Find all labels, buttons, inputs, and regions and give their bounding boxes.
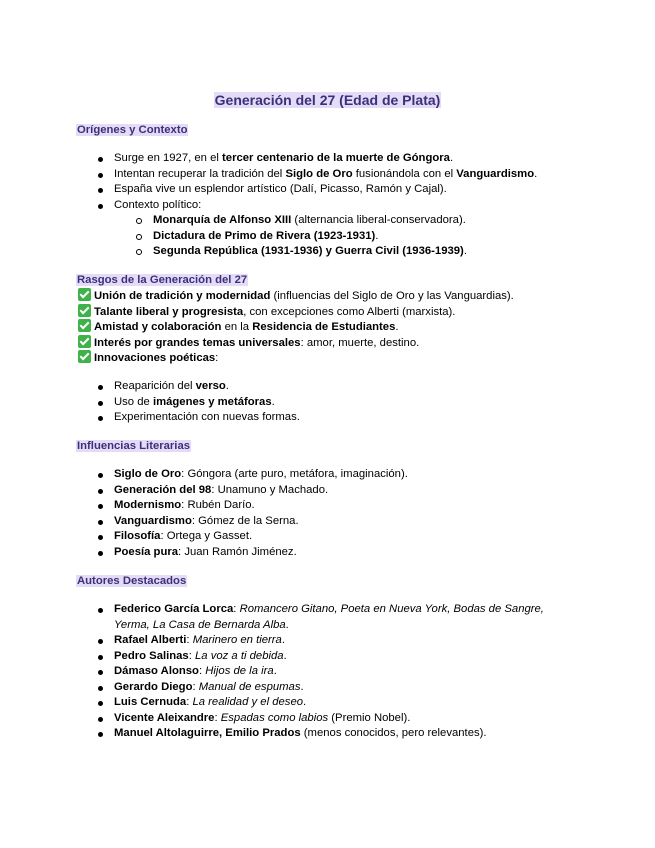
title-text: Generación del 27 (Edad de Plata) — [214, 92, 441, 108]
list-item: Pedro Salinas: La voz a ti debida. — [114, 649, 574, 665]
list-item: Segunda República (1931-1936) y Guerra Civil (1936-1939). — [153, 244, 467, 260]
list-item: Talante liberal y progresista, con excepciones como Alberti (marxista). — [78, 304, 514, 320]
list-item: Gerardo Diego: Manual de espumas. — [114, 680, 574, 696]
innovaciones-list — [114, 379, 300, 426]
list-item: Poesía pura: Juan Ramón Jiménez. — [114, 545, 408, 561]
list-item: Contexto político: — [114, 198, 537, 214]
contexto-politico-list — [153, 213, 467, 260]
list-item: Vicente Aleixandre: Espadas como labios (Premio Nobel). — [114, 711, 574, 727]
autores-list — [114, 602, 574, 742]
list-item: Unión de tradición y modernidad (influencias del Siglo de Oro y las Vanguardias). — [78, 288, 514, 304]
heading-origenes: Orígenes y Contexto — [77, 124, 188, 136]
heading-influencias: Influencias Literarias — [77, 440, 191, 452]
list-item: Reaparición del verso. — [114, 379, 300, 395]
list-item: Uso de imágenes y metáforas. — [114, 395, 300, 411]
check-icon — [78, 319, 91, 332]
check-icon — [78, 335, 91, 348]
list-item: Federico García Lorca: Romancero Gitano, Poeta en Nueva York, Bodas de Sangre, Yerma, La Casa de Bernarda Alba. — [114, 602, 574, 633]
list-item: España vive un esplendor artístico (Dalí, Picasso, Ramón y Cajal). — [114, 182, 537, 198]
check-icon — [78, 288, 91, 301]
list-item: Amistad y colaboración en la Residencia de Estudiantes. — [78, 319, 514, 335]
list-item: Generación del 98: Unamuno y Machado. — [114, 483, 408, 499]
list-item: Vanguardismo: Gómez de la Serna. — [114, 514, 408, 530]
list-item: Intentan recuperar la tradición del Siglo de Oro fusionándola con el Vanguardismo. — [114, 167, 537, 183]
list-item: Dámaso Alonso: Hijos de la ira. — [114, 664, 574, 680]
influencias-list — [114, 467, 408, 560]
page-title — [0, 92, 655, 108]
check-icon — [78, 304, 91, 317]
list-item: Experimentación con nuevas formas. — [114, 410, 300, 426]
check-icon — [78, 350, 91, 363]
heading-rasgos: Rasgos de la Generación del 27 — [77, 274, 248, 286]
heading-autores: Autores Destacados — [77, 575, 187, 587]
list-item: Siglo de Oro: Góngora (arte puro, metáfora, imaginación). — [114, 467, 408, 483]
list-item: Dictadura de Primo de Rivera (1923-1931). — [153, 229, 467, 245]
list-item: Monarquía de Alfonso XIII (alternancia liberal-conservadora). — [153, 213, 467, 229]
rasgos-check-list — [78, 288, 514, 366]
list-item: Rafael Alberti: Marinero en tierra. — [114, 633, 574, 649]
list-item: Modernismo: Rubén Darío. — [114, 498, 408, 514]
list-item: Innovaciones poéticas: — [78, 350, 514, 366]
list-item: Surge en 1927, en el tercer centenario de la muerte de Góngora. — [114, 151, 537, 167]
origenes-list — [114, 151, 537, 213]
list-item: Filosofía: Ortega y Gasset. — [114, 529, 408, 545]
list-item: Interés por grandes temas universales: amor, muerte, destino. — [78, 335, 514, 351]
list-item: Luis Cernuda: La realidad y el deseo. — [114, 695, 574, 711]
list-item: Manuel Altolaguirre, Emilio Prados (menos conocidos, pero relevantes). — [114, 726, 574, 742]
